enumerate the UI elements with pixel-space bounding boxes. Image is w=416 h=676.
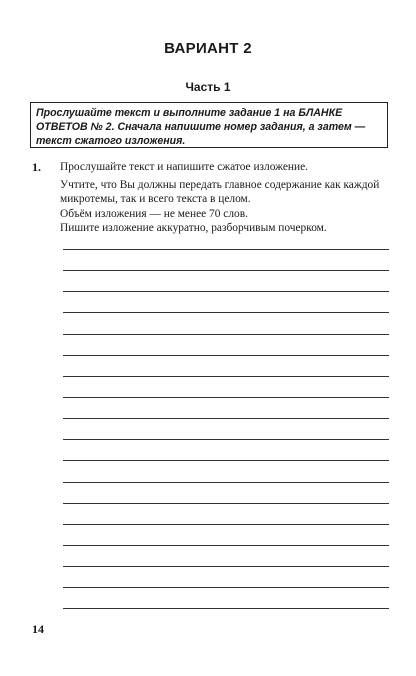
answer-line[interactable] xyxy=(63,587,389,588)
task-line-3: Объём изложения — не менее 70 слов. xyxy=(60,207,248,220)
part-title: Часть 1 xyxy=(185,80,231,94)
answer-line[interactable] xyxy=(63,503,389,504)
answer-line[interactable] xyxy=(63,608,389,609)
answer-line[interactable] xyxy=(63,418,389,419)
answer-line[interactable] xyxy=(63,439,389,440)
answer-line[interactable] xyxy=(63,524,389,525)
task-number: 1. xyxy=(32,160,41,174)
answer-line[interactable] xyxy=(63,482,389,483)
instruction-box: Прослушайте текст и выполните задание 1 на БЛАНКЕ ОТВЕТОВ № 2. Сначала напишите номер задания, а затем — текст сжатого изложения. xyxy=(30,102,388,148)
answer-line[interactable] xyxy=(63,460,389,461)
answer-line[interactable] xyxy=(63,376,389,377)
answer-line[interactable] xyxy=(63,312,389,313)
task-line-2: Учтите, что Вы должны передать главное содержание как каждой микротемы, так и всего текста в целом. xyxy=(60,178,380,206)
answer-line[interactable] xyxy=(63,249,389,250)
variant-title: ВАРИАНТ 2 xyxy=(164,40,252,57)
answer-line[interactable] xyxy=(63,291,389,292)
answer-line[interactable] xyxy=(63,334,389,335)
answer-line[interactable] xyxy=(63,270,389,271)
task-text xyxy=(60,160,390,236)
answer-line[interactable] xyxy=(63,545,389,546)
answer-line[interactable] xyxy=(63,355,389,356)
page-number: 14 xyxy=(32,622,44,636)
answer-line[interactable] xyxy=(63,397,389,398)
task-line-1: Прослушайте текст и напишите сжатое изложение. xyxy=(60,161,309,173)
task-line-4: Пишите изложение аккуратно, разборчивым почерком. xyxy=(60,222,327,235)
answer-line[interactable] xyxy=(63,566,389,567)
answer-lines-area xyxy=(63,249,389,630)
